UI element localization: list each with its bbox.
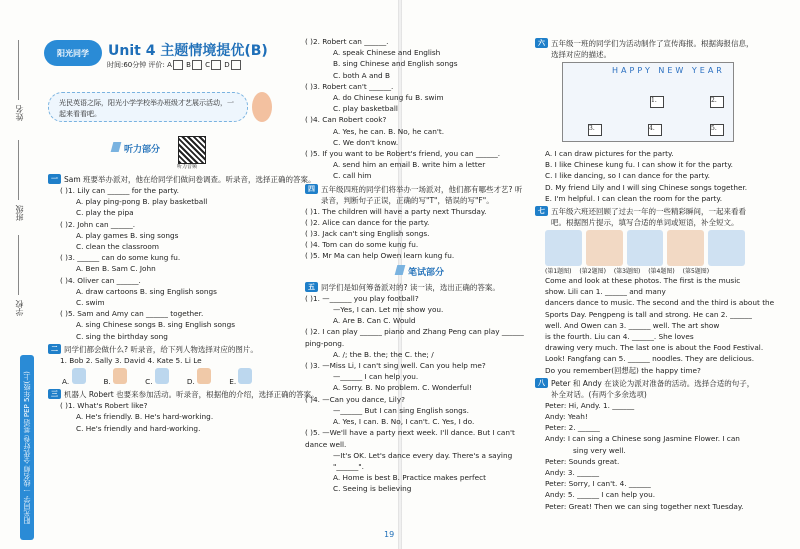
s8-line: sing very well. [573,445,626,455]
s1-q3-options: A. Ben B. Sam C. John [76,264,156,274]
section-5-badge: 五 [305,282,318,292]
s2-letter-d: D. [186,377,195,387]
s5-line: A. Are B. Can C. Would [333,316,416,326]
s3-q1: ( )1. What's Robert like? [60,401,148,411]
m-q2-options-2: B. sing Chinese and English songs [333,59,458,69]
section-7-badge: 七 [535,206,548,216]
s6-opt-d: D. My friend Lily and I will sing Chinese songs together. [545,182,748,192]
class-label: 班级 [15,205,24,221]
section-6-title: 五年级一班的同学们为活动制作了宣传海报。根据海报信息，选择对应的描述。 [551,39,754,59]
school-line [18,235,19,295]
pen-icon [395,265,406,275]
s2-letter-e: E. [229,377,237,387]
kid-picture-icon [197,368,211,384]
m-q5-options-2: C. call him [333,171,372,181]
kid-picture-icon [155,368,169,384]
grade-d: D [224,61,230,69]
s7-line: well. And Owen can 3. ______ well. The art show [545,320,720,330]
section-7-title: 五年级六班还回顾了过去一年的一些精彩瞬间，一起来看看吧。根据图片提示，填写合适的单词或短语，补全短文。 [551,207,746,228]
name-label: 姓名 [15,105,24,121]
s1-q1-options: A. play ping-pong B. play basketball [76,197,208,207]
s1-q1-options-2: C. play the pipa [76,208,134,218]
s7-line: dancers dance to music. The second and the third is about the [545,298,775,308]
section-8-heading [535,378,760,400]
s8-line: Peter: Sorry, I can't. 4. ______ [545,479,651,489]
class-line [18,140,19,200]
grade-c: C [205,61,211,69]
s3-q1-options: A. He's friendly. B. He's hard-working. [76,412,214,422]
s1-q4: ( )4. Oliver can ______. [60,275,141,285]
right-column-lower [538,148,760,228]
section-8-title: Peter 和 Andy 在谈论为派对准备的活动。选择合适的句子，补全对话。(有两个多余选项) [551,378,755,399]
binding-sidebar [0,0,40,549]
poster-title: HAPPY NEW YEAR [612,66,725,75]
section-2-title: 同学们都会做什么? 听录音，给下列人物选择对应的图片。 [64,344,258,354]
section-1-badge: 一 [48,174,61,184]
photo-2 [586,230,623,266]
intro-bubble: 光民英语之际，阳光小学学校举办班级才艺展示活动，一起来看看吧。 [48,92,248,122]
s1-q1: ( )1. Lily can ______ for the party. [60,186,179,195]
photo-captions: (第1题图) (第2题图) (第3题图) (第4题图) (第5题图) [545,268,710,275]
photo-strip [545,230,745,266]
s5-line: A. Sorry. B. No problem. C. Wonderful! [333,383,472,393]
s2-pic-b [104,368,128,387]
s5-line: C. Seeing is believing [333,484,412,494]
photo-1 [545,230,582,266]
m-q3: ( )3. Robert can't ______. [305,81,394,91]
s5-line: ( )3. —Miss Li, I can't sing well. Can you help me? [305,361,486,371]
name-line [18,40,19,100]
s2-pic-c [145,368,169,387]
s5-line: A. Home is best B. Practice makes perfect [333,473,486,483]
m-q5: ( )5. If you want to be Robert's friend, you can ______. [305,149,501,159]
grade-d-box[interactable] [231,60,241,70]
m-q3-options-2: C. play basketball [333,104,398,114]
section-6-badge: 六 [535,38,548,48]
s8-line: Peter: Great! Then we can sing together next Tuesday. [545,501,744,511]
photo-3 [627,230,664,266]
s6-opt-a: A. I can draw pictures for the party. [545,149,674,158]
s5-line: ( )1. —______ you play football? [305,293,419,303]
s3-q1-options-2: C. He's friendly and hard-working. [76,423,201,433]
section-5-title: 同学们是如何筹备派对的? 读一读，选出正确的答案。 [321,282,500,292]
kid-picture-icon [113,368,127,384]
m-q4: ( )4. Can Robert cook? [305,115,387,125]
s1-q3: ( )3. ______ can do some kung fu. [60,253,181,263]
s5-line: —______ But I can sing English songs. [333,405,469,415]
grade-b: B [186,61,191,69]
section-7-heading [535,206,760,228]
s8-line: Andy: 5. ______ I can help you. [545,490,656,500]
photo-5 [708,230,745,266]
section-3-title: 机器人 Robert 也要来参加活动。听录音，根据他的介绍，选择正确的答案。 [64,390,319,400]
poster-num-1[interactable]: 1. [650,96,664,108]
s1-q2-options-2: C. clean the classroom [76,242,159,252]
s2-letter-c: C. [145,377,153,387]
kid-picture-icon [238,368,252,384]
s6-opt-b: B. I like Chinese kung fu. I can show it for the party. [545,160,733,170]
qr-caption: 听力音频 [177,164,198,170]
s1-q4-options-2: C. swim [76,298,105,308]
section-3-badge: 三 [48,389,61,399]
s8-line: Peter: Hi, Andy. 1. ______ [545,400,635,410]
s5-line: ( )5. —We'll have a party next week. I'll dance. But I can't dance well. [305,428,515,449]
passage-block [538,275,775,512]
s8-line: Peter: Sounds great. [545,456,620,466]
school-label: 学校 [15,300,24,316]
kid-illustration [252,92,272,122]
m-q4-options-2: C. We don't know. [333,137,399,147]
m-q4-options: A. Yes, he can. B. No, he can't. [333,126,445,136]
s1-q2: ( )2. John can ______. [60,219,136,229]
s1-q5-options: A. sing Chinese songs B. sing English songs [76,320,236,330]
s7-line: is the fourth. Liu can 4. ______. She loves [545,332,694,342]
s2-pic-a [62,368,86,387]
brand-logo: 阳光同学 [44,40,102,66]
section-5-heading [305,282,535,293]
section-4-title: 五年级四班的同学们将举办一场派对，他们都有哪些才艺? 听录音，判断句子正误，正确的写"T"，错误的写"F"。 [321,184,523,205]
s6-opt-c: C. I like dancing, so I can dance for the party. [545,171,710,181]
s5-line: ( )2. I can play ______ piano and Zhang Peng can play ______ ping-pong. [305,327,524,348]
spine-text: 阳光同学 一线名师 全优好卷 英语 PEP 5年级(上) [23,371,31,524]
s5-line: A. Yes, I can. B. No, I can't. C. Yes, I do. [333,417,475,427]
s4-item-1: ( )1. The children will have a party next Thursday. [305,206,487,216]
s2-names: 1. Bob 2. Sally 3. David 4. Kate 5. Li Le [60,355,202,365]
grade-a-box[interactable] [173,60,183,70]
s8-line: Andy: 3. ______ [545,468,599,478]
m-q2-options: A. speak Chinese and English [333,48,441,58]
s7-line: Do you remember(回想起) the happy time? [545,365,701,375]
s2-letter-b: B. [103,377,111,387]
s8-line: Andy: Yeah! [545,412,588,422]
m-q5-options: A. send him an email B. write him a letter [333,160,486,170]
section-2-badge: 二 [48,344,61,354]
poster-num-5[interactable]: 5. [710,124,724,136]
grade-b-box[interactable] [192,60,202,70]
poster-num-2[interactable]: 2. [710,96,724,108]
s5-line: ( )4. —Can you dance, Lily? [305,394,406,404]
s7-line: Sports Day. Pengpeng is tall and strong. He can 2. ______ [545,309,752,319]
s5-line: —It's OK. Let's dance every day. There's a saying "______". [333,450,513,471]
s8-line: Andy: I can sing a Chinese song Jasmine Flower. I can [545,434,740,444]
s4-item-2: ( )2. Alice can dance for the party. [305,217,430,227]
s7-line: Look! Fangfang can 5. ______ noodles. They are delicious. [545,354,755,364]
writing-label: 笔试部分 [407,267,444,278]
s4-item-3: ( )3. Jack can't sing English songs. [305,229,430,239]
right-column [535,36,760,60]
s6-opt-e: E. I'm helpful. I can clean the room for the party. [545,193,723,203]
s1-q5-options-2: C. sing the birthday song [76,331,168,341]
kid-picture-icon [72,368,86,384]
section-4-badge: 四 [305,184,318,194]
s1-q4-options: A. draw cartoons B. sing English songs [76,286,217,296]
grade-c-box[interactable] [211,60,221,70]
s2-letter-a: A. [62,377,70,387]
m-q3-options: A. do Chinese kung fu B. swim [333,93,444,103]
grade-a: A [167,61,172,69]
s1-q2-options: A. play games B. sing songs [76,230,179,240]
s7-line: Come and look at these photos. The first is the music [545,276,741,285]
section-1-title: Sam 班要举办派对，他在给同学们做问卷调查。听录音，选择正确的答案。 [64,175,316,184]
listening-label: 听力部分 [124,145,161,155]
s2-pic-e [229,368,252,387]
section-6-heading [535,38,760,60]
page-number: 19 [384,530,395,539]
listening-heading [112,142,160,155]
poster-num-3[interactable]: 3. [588,124,602,136]
s4-item-5: ( )5. Mr Ma can help Owen learn kung fu. [305,251,455,261]
time-rating-line [107,60,242,70]
time-label: 时间:60分钟 评价: [107,61,165,69]
section-8-badge: 八 [535,378,548,388]
pen-icon [111,142,122,152]
s1-q5: ( )5. Sam and Amy can ______ together. [60,309,204,319]
s4-item-4: ( )4. Tom can do some kung fu. [305,240,419,250]
s7-line: drawing very much. The last one is about the Food Festival. [545,343,764,353]
page-title: Unit 4 主题情境提优(B) [108,43,268,59]
s5-line: —Yes, I can. Let me show you. [333,305,444,315]
s5-line: —______ I can help you. [333,372,419,382]
s8-line: Peter: 2. ______ [545,423,600,433]
s7-line: show. Lili can 1. ______ and many [545,287,666,297]
writing-heading [305,265,535,279]
poster-num-4[interactable]: 4. [648,124,662,136]
m-q2: ( )2. Robert can ______. [305,37,389,46]
qr-code-icon[interactable] [178,136,206,164]
s2-pic-d [187,368,211,387]
m-q2-options-3: C. both A and B [333,70,390,80]
section-4-heading [305,184,535,206]
middle-column [305,36,535,495]
s5-line: A. /; the B. the; the C. the; / [333,349,434,359]
photo-4 [667,230,704,266]
